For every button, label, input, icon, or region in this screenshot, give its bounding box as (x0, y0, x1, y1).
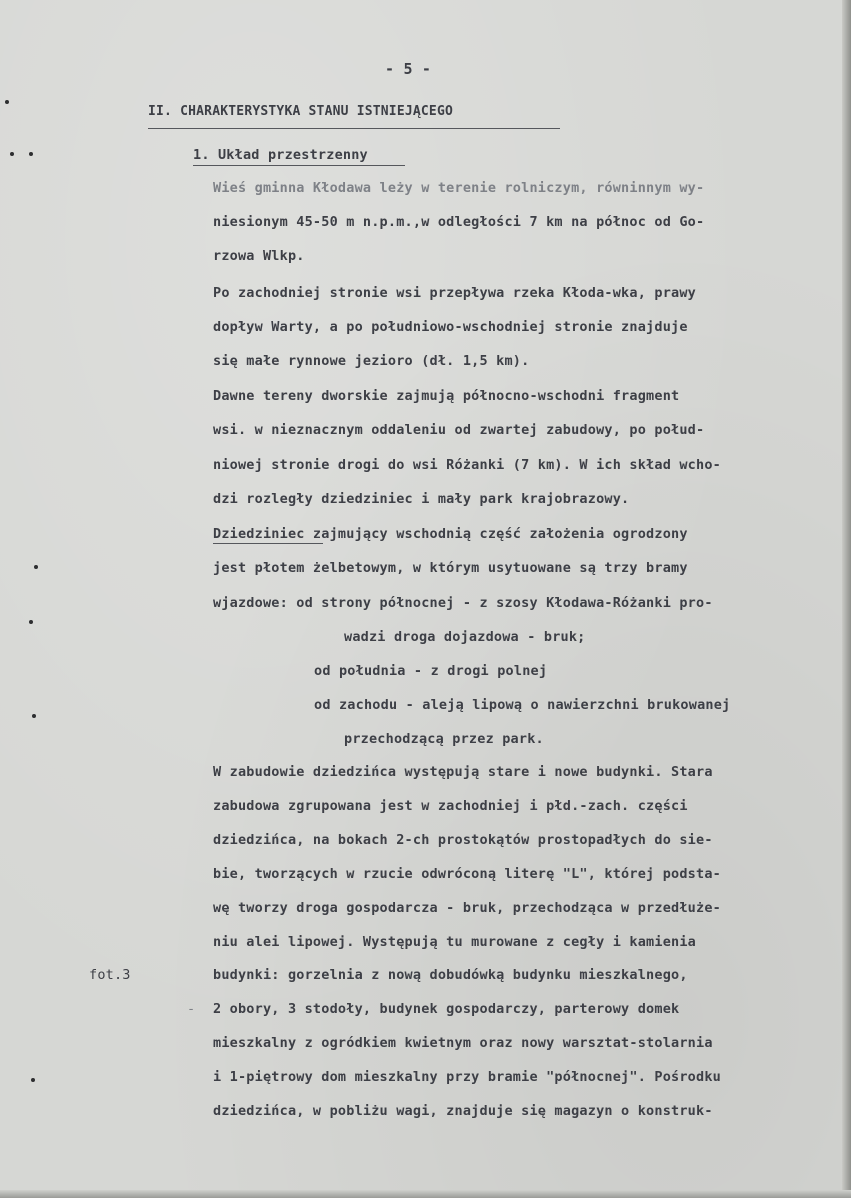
text-line: jest płotem żelbetowym, w którym usytuowane są trzy bramy (213, 560, 688, 576)
text-line: wadzi droga dojazdowa - bruk; (344, 629, 586, 645)
text-line: wę tworzy droga gospodarcza - bruk, przechodząca w przedłuże- (213, 900, 721, 916)
text-line: Po zachodniej stronie wsi przepływa rzeka Kłoda-wka, prawy (213, 285, 697, 301)
punch-hole-mark (29, 152, 33, 156)
chapter-heading: II. CHARAKTERYSTYKA STANU ISTNIEJĄCEGO (148, 104, 454, 119)
margin-photo-reference: fot.3 (89, 967, 131, 983)
text-line: niowej stronie drogi do wsi Różanki (7 km). W ich skład wcho- (213, 457, 721, 473)
text-line: od południa - z drogi polnej (314, 663, 548, 679)
page-number: - 5 - (385, 60, 432, 78)
text-line: dziedzińca, na bokach 2-ch prostokątów prostopadłych do sie- (213, 832, 713, 848)
punch-hole-mark (34, 565, 38, 569)
text-line: przechodzącą przez park. (344, 731, 544, 747)
punch-hole-mark (29, 620, 33, 624)
text-line: i 1-piętrowy dom mieszkalny przy bramie "północnej". Pośrodku (213, 1069, 721, 1085)
section-underline (193, 165, 405, 166)
text-line: wsi. w nieznacznym oddaleniu od zwartej zabudowy, po połud- (213, 422, 705, 438)
margin-dash: - (187, 1001, 196, 1017)
text-line: Wieś gminna Kłodawa leży w terenie rolniczym, równinnym wy- (213, 180, 705, 196)
text-line: bie, tworzących w rzucie odwróconą literę "L", której podsta- (213, 866, 721, 882)
text-line: dopływ Warty, a po południowo-wschodniej stronie znajduje (213, 319, 688, 335)
text-line: dzi rozległy dziedziniec i mały park krajobrazowy. (213, 491, 630, 507)
text-line: Dawne tereny dworskie zajmują północno-wschodni fragment (213, 388, 680, 404)
text-line: dziedzińca, w pobliżu wagi, znajduje się magazyn o konstruk- (213, 1103, 713, 1119)
text-line: mieszkalny z ogródkiem kwietnym oraz nowy warsztat-stolarnia (213, 1035, 713, 1051)
section-heading: 1. Układ przestrzenny (193, 147, 368, 163)
chapter-underline (148, 128, 560, 129)
punch-hole-mark (5, 100, 9, 104)
text-line: 2 obory, 3 stodoły, budynek gospodarczy, parterowy domek (213, 1001, 680, 1017)
text-line: się małe rynnowe jezioro (dł. 1,5 km). (213, 353, 530, 369)
text-line: Dziedziniec zajmujący wschodnią część założenia ogrodzony (213, 526, 688, 542)
text-line: niesionym 45-50 m n.p.m.,w odległości 7 km na północ od Go- (213, 214, 705, 230)
page-edge-bottom (0, 1190, 851, 1198)
text-line: budynki: gorzelnia z nową dobudówką budynku mieszkalnego, (213, 967, 688, 983)
word-underline (213, 543, 323, 544)
page-edge-right (842, 0, 851, 1198)
punch-hole-mark (32, 714, 36, 718)
text-line: od zachodu - aleją lipową o nawierzchni brukowanej (314, 697, 731, 713)
text-line: W zabudowie dziedzińca występują stare i nowe budynki. Stara (213, 764, 713, 780)
text-line: zabudowa zgrupowana jest w zachodniej i płd.-zach. części (213, 798, 688, 814)
punch-hole-mark (10, 152, 14, 156)
punch-hole-mark (31, 1078, 35, 1082)
text-line: rzowa Wlkp. (213, 248, 305, 264)
text-line: wjazdowe: od strony północnej - z szosy Kłodawa-Różanki pro- (213, 595, 713, 611)
text-line: niu alei lipowej. Występują tu murowane z cegły i kamienia (213, 934, 697, 950)
